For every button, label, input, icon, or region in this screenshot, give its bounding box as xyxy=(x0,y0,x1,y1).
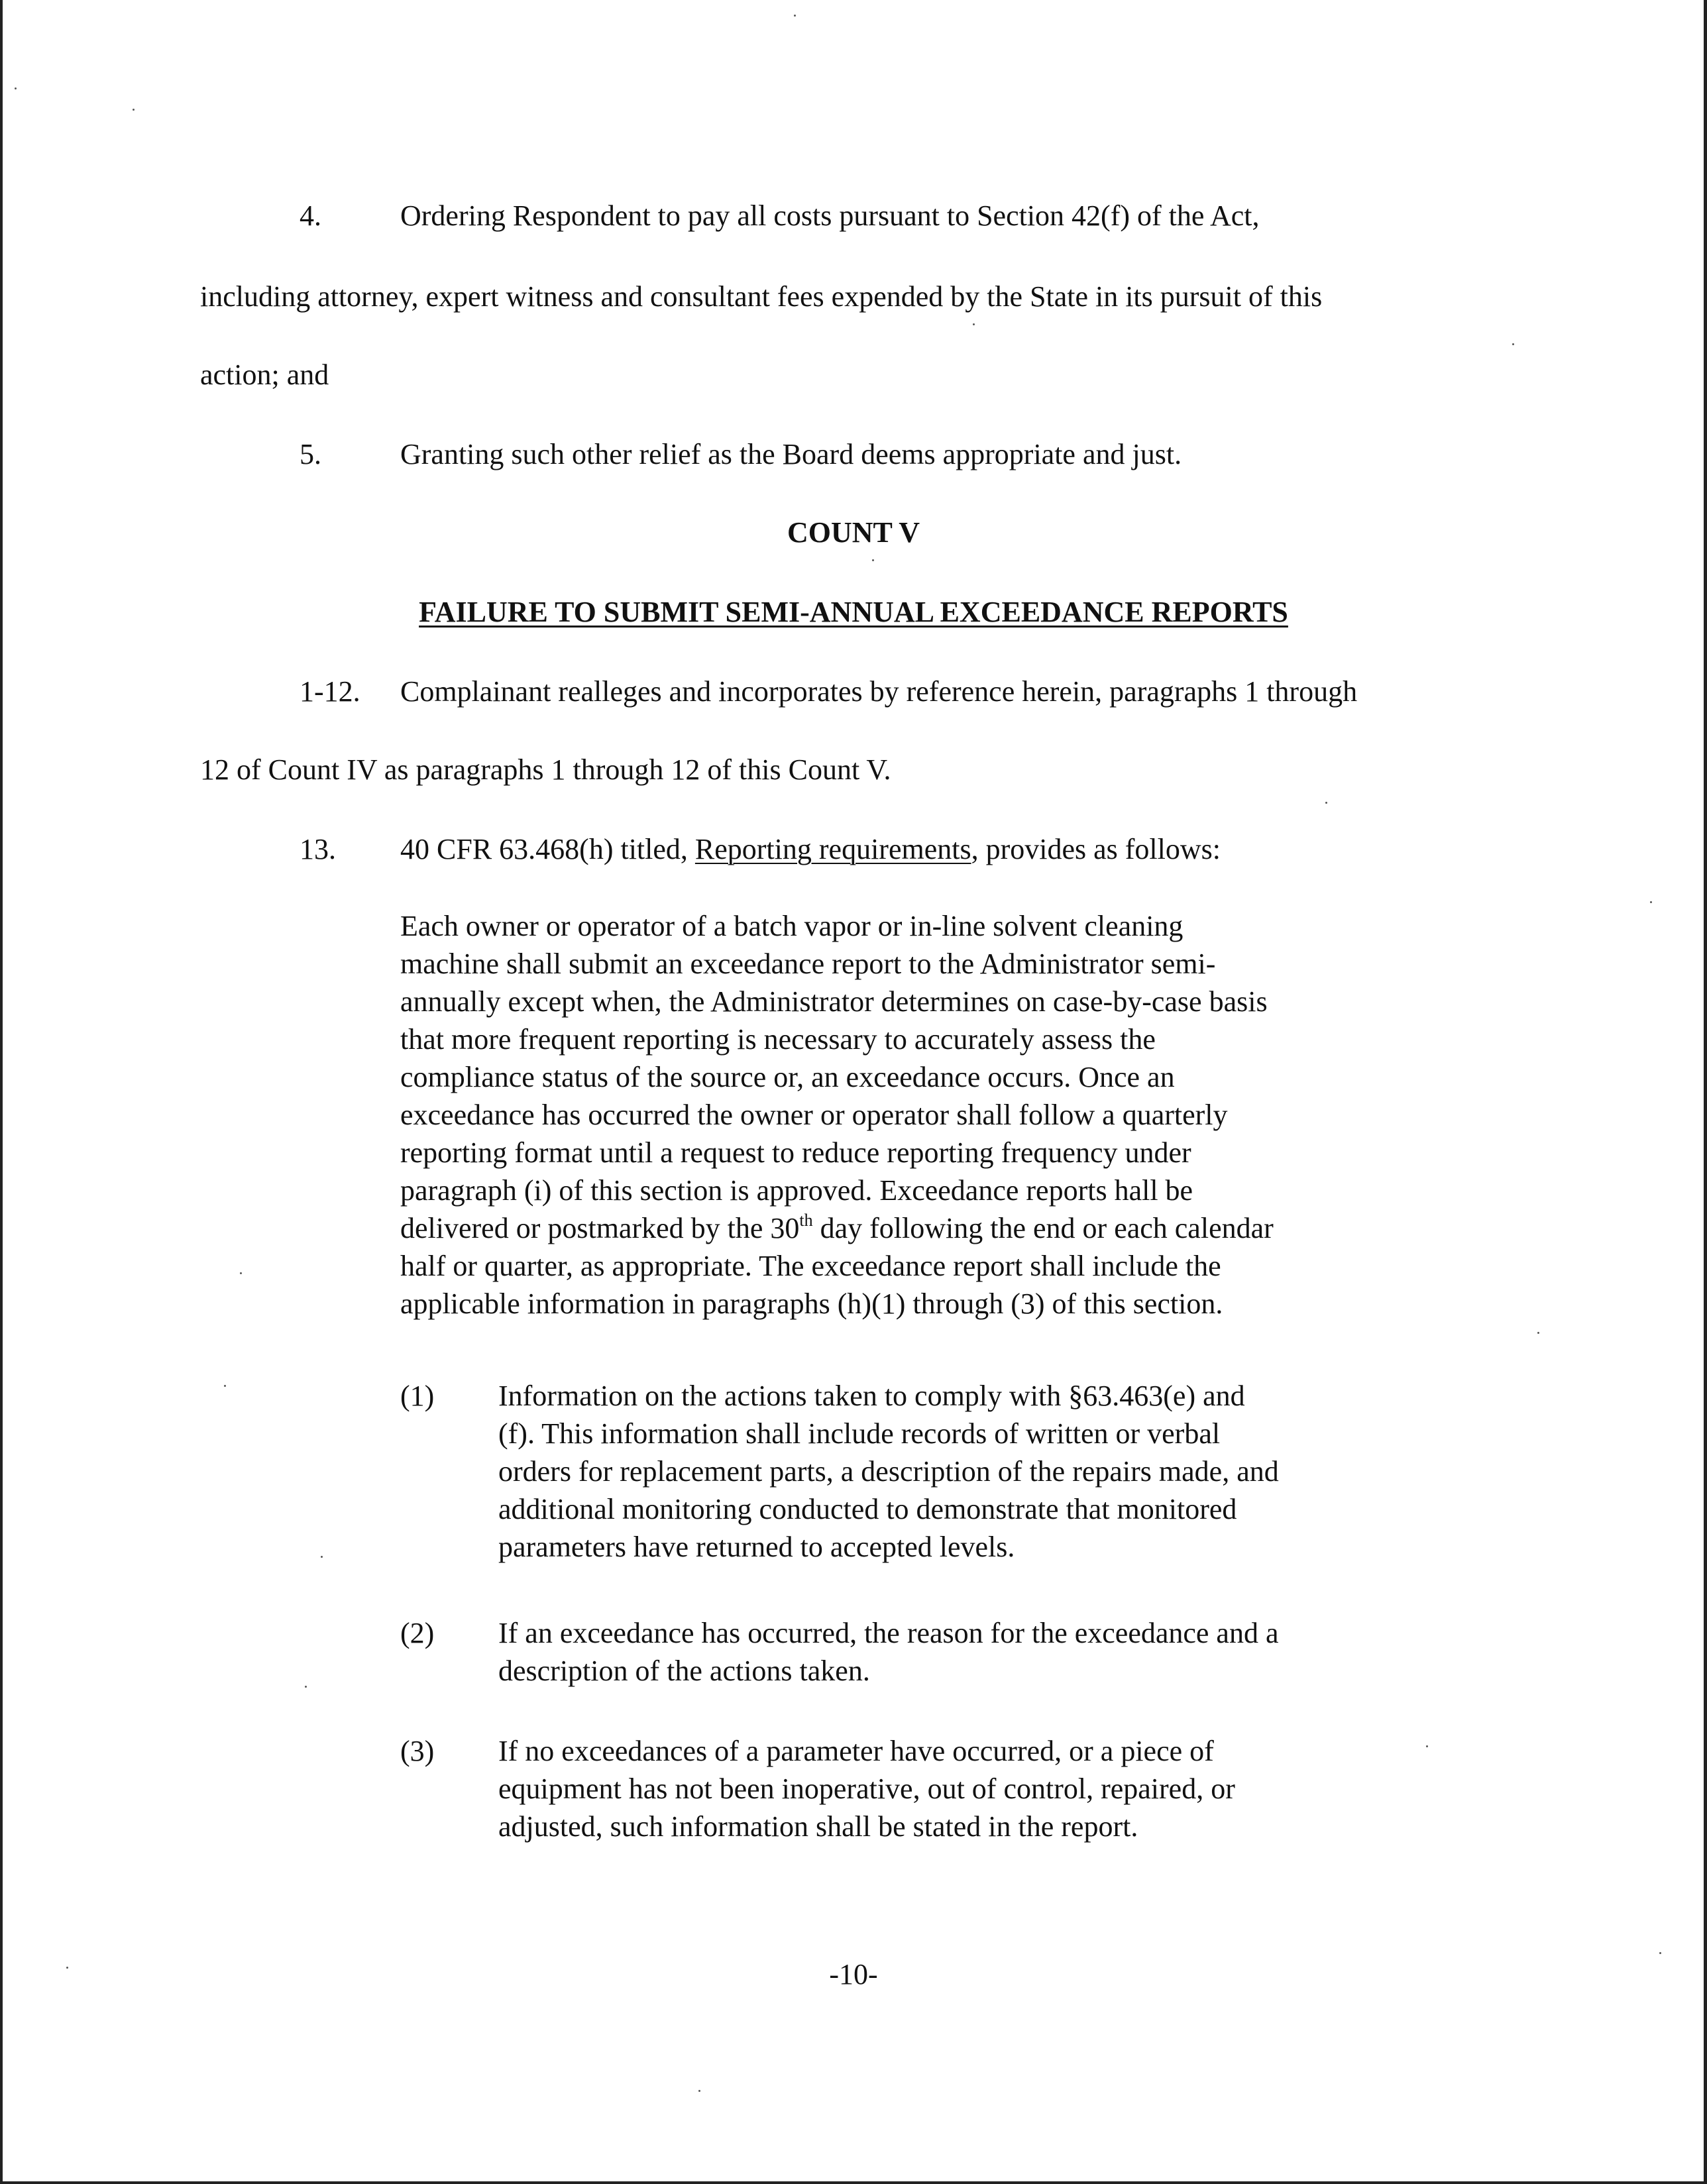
paragraph-4-line-3: action; and xyxy=(200,358,329,391)
paragraph-5-text: Granting such other relief as the Board deems appropriate and just. xyxy=(400,438,1182,470)
scan-speck xyxy=(321,1556,323,1558)
scan-speck xyxy=(973,323,975,325)
item-2-number: (2) xyxy=(400,1617,435,1649)
count-title-text: FAILURE TO SUBMIT SEMI-ANNUAL EXCEEDANCE REPORTS xyxy=(419,596,1288,628)
paragraph-5-number: 5. xyxy=(300,438,321,470)
count-title xyxy=(0,594,1707,631)
paragraph-1-12-number: 1-12. xyxy=(300,675,360,708)
item-2-text xyxy=(498,1614,1279,1690)
block-quote xyxy=(400,907,1274,1323)
ordinal-suffix: th xyxy=(799,1211,813,1230)
page-number: -10- xyxy=(829,1958,878,1991)
scan-speck xyxy=(133,109,135,111)
scan-speck xyxy=(872,559,874,561)
item-2-line: If an exceedance has occurred, the reason for the exceedance and a xyxy=(498,1617,1279,1649)
item-3-line: adjusted, such information shall be stated in the report. xyxy=(498,1810,1138,1843)
paragraph-13-text xyxy=(400,831,1221,868)
quote-line: paragraph (i) of this section is approved. Exceedance reports hall be xyxy=(400,1174,1193,1207)
item-3-number: (3) xyxy=(400,1735,435,1767)
paragraph-4-line-2: including attorney, expert witness and consultant fees expended by the State in its pursuit of this xyxy=(200,280,1323,313)
item-1-line: additional monitoring conducted to demonstrate that monitored xyxy=(498,1493,1237,1525)
quote-line: half or quarter, as appropriate. The exceedance report shall include the xyxy=(400,1250,1221,1282)
item-2-line: description of the actions taken. xyxy=(498,1655,870,1687)
item-1-text xyxy=(498,1377,1279,1566)
quote-line: compliance status of the source or, an exceedance occurs. Once an xyxy=(400,1061,1175,1093)
scan-speck xyxy=(1659,1952,1661,1954)
quote-line xyxy=(400,1209,1274,1247)
quote-line: annually except when, the Administrator determines on case-by-case basis xyxy=(400,985,1268,1018)
scan-speck xyxy=(15,87,17,89)
scan-speck xyxy=(66,1967,68,1969)
reporting-requirements-title: Reporting requirements xyxy=(694,833,971,865)
scan-speck xyxy=(1650,901,1652,903)
quote-line: that more frequent reporting is necessary to accurately assess the xyxy=(400,1023,1156,1056)
quote-line: applicable information in paragraphs (h)(1) through (3) of this section. xyxy=(400,1287,1223,1320)
quote-line: machine shall submit an exceedance report to the Administrator semi- xyxy=(400,948,1216,980)
quote-line: exceedance has occurred the owner or operator shall follow a quarterly xyxy=(400,1099,1228,1131)
quote-line-9-start: delivered or postmarked by the 30 xyxy=(400,1212,800,1244)
scan-speck xyxy=(240,1272,242,1274)
item-1-number: (1) xyxy=(400,1380,435,1412)
quote-line: reporting format until a request to reduce reporting frequency under xyxy=(400,1136,1191,1169)
paragraph-1-12-line-2: 12 of Count IV as paragraphs 1 through 12 of this Count V. xyxy=(200,753,891,786)
paragraph-13-suffix: , provides as follows: xyxy=(971,833,1221,865)
quote-line-9-end: day following the end or each calendar xyxy=(812,1212,1274,1244)
paragraph-1-12-line-1: Complainant realleges and incorporates by reference herein, paragraphs 1 through xyxy=(400,675,1358,708)
quote-line: Each owner or operator of a batch vapor or in-line solvent cleaning xyxy=(400,910,1184,942)
scan-speck xyxy=(794,15,796,17)
paragraph-13-prefix: 40 CFR 63.468(h) titled, xyxy=(400,833,688,865)
scan-speck xyxy=(698,2090,700,2092)
item-1-line: Information on the actions taken to comply with §63.463(e) and xyxy=(498,1380,1245,1412)
item-3-line: If no exceedances of a parameter have occurred, or a piece of xyxy=(498,1735,1214,1767)
scan-speck xyxy=(224,1385,226,1387)
item-3-line: equipment has not been inoperative, out of control, repaired, or xyxy=(498,1773,1235,1805)
paragraph-4-number: 4. xyxy=(300,199,321,232)
count-heading: COUNT V xyxy=(787,516,920,549)
scan-speck xyxy=(1426,1745,1428,1747)
item-1-line: parameters have returned to accepted levels. xyxy=(498,1531,1015,1563)
scan-speck xyxy=(1537,1332,1539,1334)
scan-speck xyxy=(1512,343,1514,345)
item-1-line: (f). This information shall include records of written or verbal xyxy=(498,1417,1221,1450)
scan-speck xyxy=(305,1686,307,1688)
paragraph-13-number: 13. xyxy=(300,833,336,865)
paragraph-4-line-1: Ordering Respondent to pay all costs pursuant to Section 42(f) of the Act, xyxy=(400,199,1260,232)
item-1-line: orders for replacement parts, a description of the repairs made, and xyxy=(498,1455,1279,1488)
item-3-text xyxy=(498,1732,1235,1845)
scan-speck xyxy=(1325,802,1327,804)
